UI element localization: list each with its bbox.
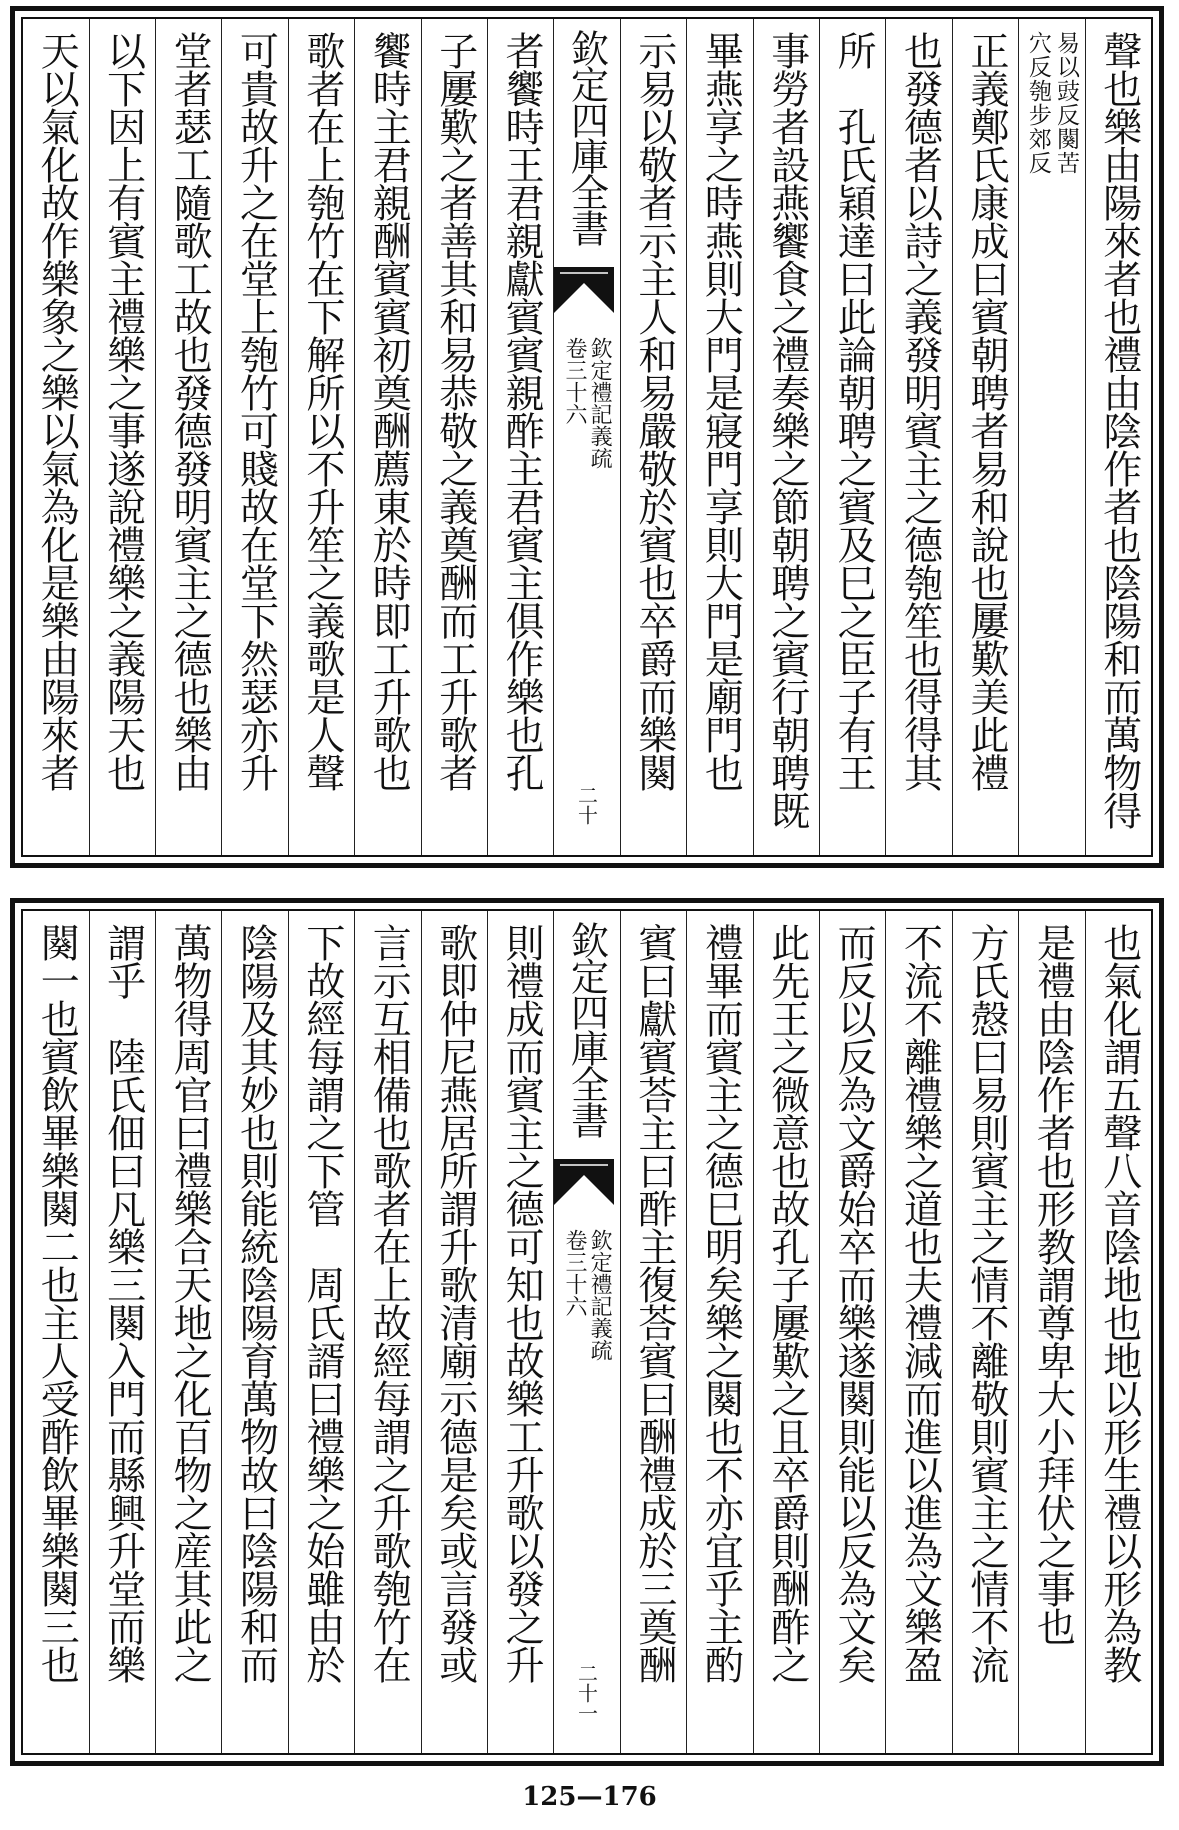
text-column [686, 19, 752, 855]
book-subtitle [563, 1229, 611, 1361]
column-text: 歌者在上匏竹在下解所以不升笙之義歌是人聲 [299, 31, 345, 791]
column-text: 示易以敬者示主人和易嚴敬於賓也卒爵而樂闋 [631, 31, 677, 791]
volume-number: 卷三十六 [562, 337, 588, 425]
text-column [753, 19, 819, 855]
center-heading-column [553, 19, 619, 855]
column-text: 子屢歎之者善其和易恭敬之義奠酬而工升歌者 [432, 31, 478, 791]
book-title: 欽定四庫全書 [564, 29, 609, 245]
text-column [885, 911, 951, 1753]
page-panel-top [10, 6, 1164, 868]
column-text: 饗時主君親酬賓賓初奠酬薦東於時即工升歌也 [366, 31, 412, 791]
fishtail-mark-icon [554, 267, 614, 313]
column-text: 禮畢而賓主之德巳明矣樂之闋也不亦宜乎主酌 [698, 923, 744, 1683]
text-column [620, 911, 686, 1753]
center-heading-column [553, 911, 619, 1753]
text-column [952, 19, 1018, 855]
column-text: 萬物得周官曰禮樂合天地之化百物之産其此之 [167, 923, 213, 1683]
text-column [421, 19, 487, 855]
folio-number: 二十一 [574, 1663, 599, 1723]
text-column [819, 19, 885, 855]
text-column [1085, 19, 1151, 855]
column-text: 歌即仲尼燕居所謂升歌清廟示德是矣或言發或 [432, 923, 478, 1683]
column-text: 而反以反為文爵始卒而樂遂闋則能以反為文矣 [831, 923, 877, 1683]
text-column [23, 19, 88, 855]
page-number: 125—176 [522, 1782, 657, 1812]
column-text: 畢燕享之時燕則大門是寢門享則大門是廟門也 [698, 31, 744, 791]
note-column [1018, 19, 1084, 855]
column-text: 也發德者以詩之義發明賓主之德匏笙也得得其 [897, 31, 943, 791]
text-column [354, 19, 420, 855]
text-column [89, 911, 155, 1753]
text-columns-top [21, 17, 1153, 857]
fishtail-mark-icon [554, 1159, 614, 1205]
text-column [89, 19, 155, 855]
text-column [487, 19, 553, 855]
book-name: 欽定禮記義疏 [587, 337, 613, 469]
text-column [620, 19, 686, 855]
column-text: 也氣化謂五聲八音陰地也地以形生禮以形為教 [1096, 923, 1142, 1683]
text-column [1018, 911, 1084, 1753]
column-text: 謂乎 陸氏佃曰凡樂三闋入門而縣興升堂而樂 [100, 923, 146, 1683]
column-text: 陰陽及其妙也則能統陰陽育萬物故曰陰陽和而 [233, 923, 279, 1683]
folio-number: 二十 [574, 785, 599, 825]
text-column [952, 911, 1018, 1753]
column-text: 不流不離禮樂之道也夫禮減而進以進為文樂盈 [897, 923, 943, 1683]
column-text: 賓曰獻賓荅主曰酢主復荅賓曰酬禮成於三奠酬 [631, 923, 677, 1683]
text-column [155, 19, 221, 855]
text-column [288, 911, 354, 1753]
column-text: 堂者瑟工隨歌工故也發德發明賓主之德也樂由 [167, 31, 213, 791]
column-text: 天以氣化故作樂象之樂以氣為化是樂由陽來者 [34, 31, 80, 791]
text-column [487, 911, 553, 1753]
text-column [1085, 911, 1151, 1753]
column-text: 則禮成而賓主之德可知也故樂工升歌以發之升 [499, 923, 545, 1683]
column-text: 者饗時王君親獻賓賓親酢主君賓主俱作樂也孔 [499, 31, 545, 791]
annotation-text: 穴反匏步郊反 [1024, 31, 1051, 175]
page-panel-bottom [10, 898, 1164, 1766]
annotation-text: 易以豉反闋苦 [1053, 31, 1080, 175]
book-title: 欽定四庫全書 [564, 921, 609, 1137]
column-text: 事勞者設燕饗食之禮奏樂之節朝聘之賓行朝聘既 [764, 31, 810, 829]
column-text: 正義鄭氏康成曰賓朝聘者易和說也屢歎美此禮 [963, 31, 1009, 791]
column-text: 聲也樂由陽來者也禮由陰作者也陰陽和而萬物得 [1096, 31, 1142, 829]
column-text: 所 孔氏穎達曰此論朝聘之賓及巳之臣子有王 [831, 31, 877, 791]
text-column [221, 19, 287, 855]
text-column [23, 911, 88, 1753]
column-text: 可貴故升之在堂上匏竹可賤故在堂下然瑟亦升 [233, 31, 279, 791]
column-text: 以下因上有賓主禮樂之事遂說禮樂之義陽天也 [100, 31, 146, 791]
text-column [753, 911, 819, 1753]
text-column [354, 911, 420, 1753]
text-column [686, 911, 752, 1753]
volume-number: 卷三十六 [562, 1229, 588, 1317]
text-column [288, 19, 354, 855]
column-text: 是禮由陰作者也形教謂尊卑大小拜伏之事也 [1030, 923, 1076, 1645]
text-column [885, 19, 951, 855]
text-column [819, 911, 885, 1753]
text-column [221, 911, 287, 1753]
text-columns-bottom [21, 909, 1153, 1755]
column-text: 闋一也賓飲畢樂闋二也主人受酢飲畢樂闋三也 [34, 923, 80, 1683]
text-column [421, 911, 487, 1753]
column-text: 言示互相備也歌者在上故經每謂之升歌匏竹在 [366, 923, 412, 1683]
book-subtitle [563, 337, 611, 469]
text-column [155, 911, 221, 1753]
column-text: 方氏慤曰易則賓主之情不離敬則賓主之情不流 [963, 923, 1009, 1683]
column-text: 此先王之微意也故孔子屢歎之且卒爵則酬酢之 [764, 923, 810, 1683]
column-text: 下故經每謂之下管 周氏諝曰禮樂之始雖由於 [299, 923, 345, 1683]
book-name: 欽定禮記義疏 [587, 1229, 613, 1361]
